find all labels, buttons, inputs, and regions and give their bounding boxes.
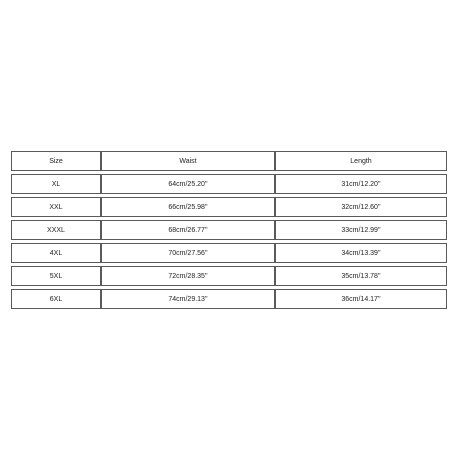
length-cell: 32cm/12.60'' bbox=[275, 197, 447, 217]
length-cell: 31cm/12.20'' bbox=[275, 174, 447, 194]
waist-cell: 70cm/27.56'' bbox=[101, 243, 275, 263]
waist-cell: 68cm/26.77'' bbox=[101, 220, 275, 240]
size-cell: 5XL bbox=[11, 266, 101, 286]
table-row bbox=[11, 220, 447, 240]
table-row bbox=[11, 197, 447, 217]
size-chart-table bbox=[11, 148, 447, 312]
length-cell: 36cm/14.17'' bbox=[275, 289, 447, 309]
size-cell: 6XL bbox=[11, 289, 101, 309]
table-row bbox=[11, 289, 447, 309]
waist-cell: 64cm/25.20'' bbox=[101, 174, 275, 194]
header-length: Length bbox=[275, 151, 447, 171]
length-cell: 35cm/13.78'' bbox=[275, 266, 447, 286]
size-cell: XXXL bbox=[11, 220, 101, 240]
header-size: Size bbox=[11, 151, 101, 171]
table-header-row bbox=[11, 151, 447, 171]
size-cell: XXL bbox=[11, 197, 101, 217]
length-cell: 33cm/12.99'' bbox=[275, 220, 447, 240]
waist-cell: 72cm/28.35'' bbox=[101, 266, 275, 286]
waist-cell: 74cm/29.13'' bbox=[101, 289, 275, 309]
size-cell: XL bbox=[11, 174, 101, 194]
size-cell: 4XL bbox=[11, 243, 101, 263]
table-row bbox=[11, 266, 447, 286]
table-row bbox=[11, 174, 447, 194]
header-waist: Waist bbox=[101, 151, 275, 171]
length-cell: 34cm/13.39'' bbox=[275, 243, 447, 263]
waist-cell: 66cm/25.98'' bbox=[101, 197, 275, 217]
table-row bbox=[11, 243, 447, 263]
